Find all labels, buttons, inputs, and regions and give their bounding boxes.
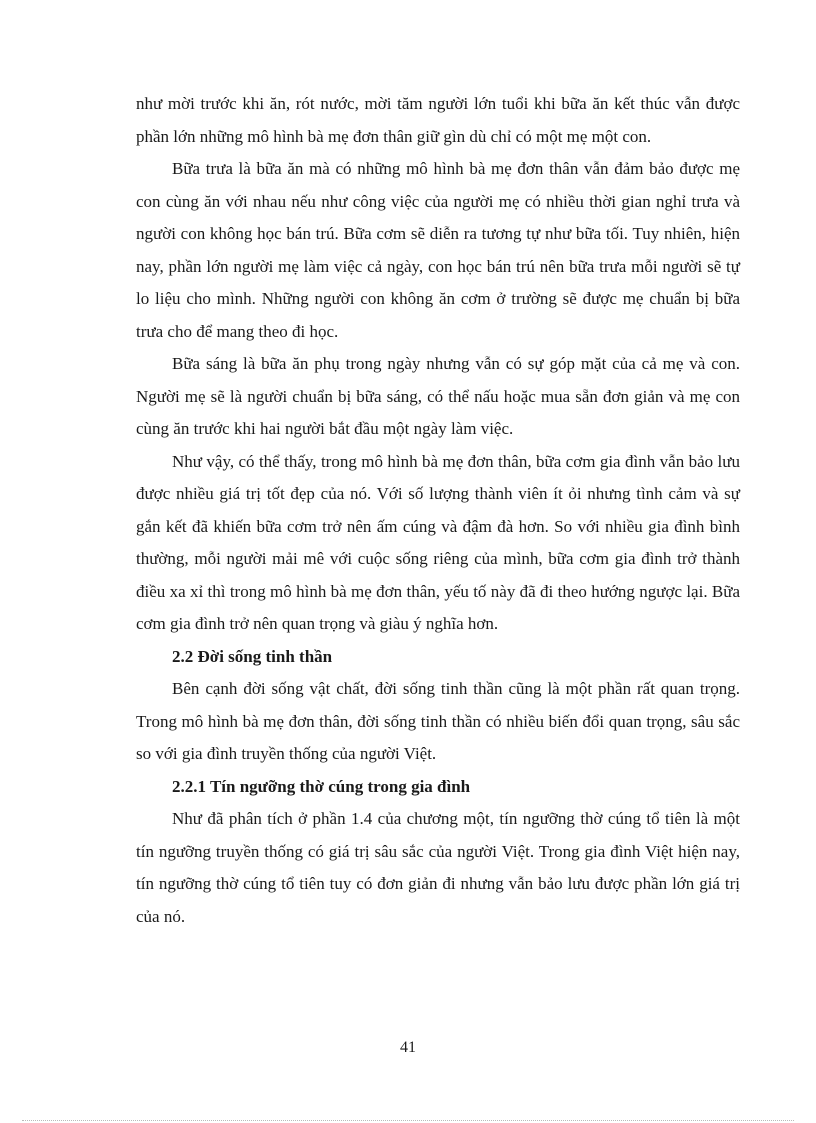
paragraph-spiritual-life: Bên cạnh đời sống vật chất, đời sống tinh thần cũng là một phần rất quan trọng. Trong mô hình bà mẹ đơn thân, đời sống tinh thần có nhiều biến đổi quan trọng, sâu sắc so với gia đình truyền thống của người Việt. bbox=[136, 679, 740, 763]
paragraph-continued: như mời trước khi ăn, rót nước, mời tăm người lớn tuổi khi bữa ăn kết thúc vẫn được phần lớn những mô hình bà mẹ đơn thân giữ gìn dù chỉ có một mẹ một con. bbox=[136, 94, 740, 146]
page-bottom-divider bbox=[22, 1120, 794, 1121]
page-number: 41 bbox=[400, 1039, 416, 1056]
paragraph-breakfast: Bữa sáng là bữa ăn phụ trong ngày nhưng vẫn có sự góp mặt của cả mẹ và con. Người mẹ sẽ là người chuẩn bị bữa sáng, có thể nấu hoặc mua sẵn đơn giản và mẹ con cùng ăn trước khi hai người bắt đầu một ngày làm việc. bbox=[136, 354, 740, 438]
paragraph-ancestor-worship: Như đã phân tích ở phần 1.4 của chương một, tín ngưỡng thờ cúng tổ tiên là một tín ngưỡng truyền thống có giá trị sâu sắc của người Việt. Trong gia đình Việt hiện nay, tín ngưỡng thờ cúng tổ tiên tuy có đơn giản đi nhưng vẫn bảo lưu được phần lớn giá trị của nó. bbox=[136, 809, 740, 926]
paragraph-conclusion: Như vậy, có thể thấy, trong mô hình bà mẹ đơn thân, bữa cơm gia đình vẫn bảo lưu được nhiều giá trị tốt đẹp của nó. Với số lượng thành viên ít ỏi nhưng tình cảm và sự gắn kết đã khiến bữa cơm trở nên ấm cúng và đậm đà hơn. So với nhiều gia đình bình thường, mỗi người mải mê với cuộc sống riêng của mình, bữa cơm gia đình trở thành điều xa xỉ thì trong mô hình bà mẹ đơn thân, yếu tố này đã đi theo hướng ngược lại. Bữa cơm gia đình trở nên quan trọng và giàu ý nghĩa hơn. bbox=[136, 451, 740, 633]
section-heading-2-2-1: 2.2.1 Tín ngưỡng thờ cúng trong gia đình bbox=[172, 776, 471, 796]
section-heading-2-2: 2.2 Đời sống tinh thần bbox=[172, 646, 333, 666]
paragraph-lunch: Bữa trưa là bữa ăn mà có những mô hình bà mẹ đơn thân vẫn đảm bảo được mẹ con cùng ăn với nhau nếu như công việc của người mẹ có nhiều thời gian nghỉ trưa và người con không học bán trú. Bữa cơm sẽ diễn ra tương tự như bữa tối. Tuy nhiên, hiện nay, phần lớn người mẹ làm việc cả ngày, con học bán trú nên bữa trưa mỗi người sẽ tự lo liệu cho mình. Những người con không ăn cơm ở trường sẽ được mẹ chuẩn bị bữa trưa cho để mang theo đi học. bbox=[136, 159, 740, 341]
document-body bbox=[136, 88, 740, 933]
